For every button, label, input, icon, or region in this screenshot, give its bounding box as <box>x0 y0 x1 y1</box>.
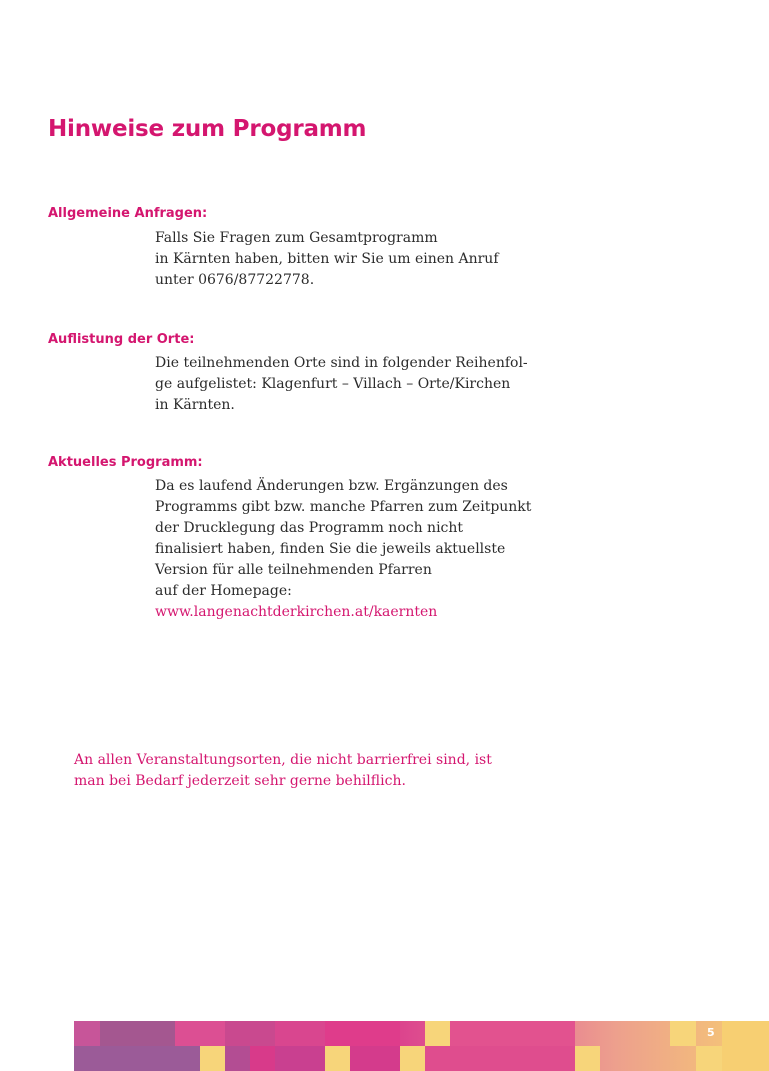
section-heading-general-inquiries: Allgemeine Anfragen: <box>48 206 208 221</box>
mosaic-tile <box>250 1046 275 1071</box>
page-title: Hinweise zum Programm <box>48 116 367 142</box>
text-line: auf der Homepage: <box>155 583 292 599</box>
note-line: An allen Veranstaltungsorten, die nicht barrierfrei sind, ist <box>74 752 492 768</box>
note-line: man bei Bedarf jederzeit sehr gerne behilflich. <box>74 773 406 789</box>
text-line: unter 0676/87722778. <box>155 272 315 288</box>
mosaic-tile <box>225 1046 250 1071</box>
decorative-mosaic-band <box>74 1021 769 1071</box>
mosaic-tile <box>74 1046 200 1071</box>
mosaic-tile <box>74 1021 100 1046</box>
homepage-link[interactable]: www.langenachtderkirchen.at/kaernten <box>155 604 438 620</box>
text-line: finalisiert haben, finden Sie die jeweils aktuellste <box>155 541 506 557</box>
section-text-current-program <box>155 476 531 623</box>
mosaic-tile <box>175 1021 225 1046</box>
mosaic-tile <box>325 1021 400 1046</box>
text-line: der Drucklegung das Programm noch nicht <box>155 520 464 536</box>
mosaic-tile <box>722 1021 769 1071</box>
mosaic-tile <box>425 1021 450 1046</box>
mosaic-tile <box>275 1021 325 1046</box>
text-line: in Kärnten. <box>155 397 235 413</box>
mosaic-tile <box>100 1021 175 1046</box>
section-text-general-inquiries <box>155 228 499 291</box>
mosaic-tile <box>225 1021 275 1046</box>
mosaic-tile <box>450 1021 575 1046</box>
text-line: ge aufgelistet: Klagenfurt – Villach – Orte/Kirchen <box>155 376 511 392</box>
text-line: in Kärnten haben, bitten wir Sie um einen Anruf <box>155 251 499 267</box>
mosaic-tile <box>350 1046 400 1071</box>
mosaic-tile <box>670 1021 696 1046</box>
text-line: Programms gibt bzw. manche Pfarren zum Zeitpunkt <box>155 499 532 515</box>
section-heading-current-program: Aktuelles Programm: <box>48 455 203 470</box>
text-line: Version für alle teilnehmenden Pfarren <box>155 562 432 578</box>
mosaic-tile <box>200 1046 225 1071</box>
mosaic-tile <box>696 1046 722 1071</box>
section-heading-location-list: Auflistung der Orte: <box>48 332 195 347</box>
page-number: 5 <box>707 1026 715 1039</box>
mosaic-tile <box>575 1046 600 1071</box>
mosaic-tile <box>275 1046 325 1071</box>
text-line: Falls Sie Fragen zum Gesamtprogramm <box>155 230 438 246</box>
text-line: Da es laufend Änderungen bzw. Ergänzungen des <box>155 478 508 494</box>
text-line: Die teilnehmenden Orte sind in folgender Reihenfol- <box>155 355 528 371</box>
mosaic-tile <box>400 1046 425 1071</box>
mosaic-tile <box>325 1046 350 1071</box>
accessibility-note <box>74 750 492 792</box>
mosaic-tile <box>425 1046 575 1071</box>
section-text-location-list <box>155 353 528 416</box>
